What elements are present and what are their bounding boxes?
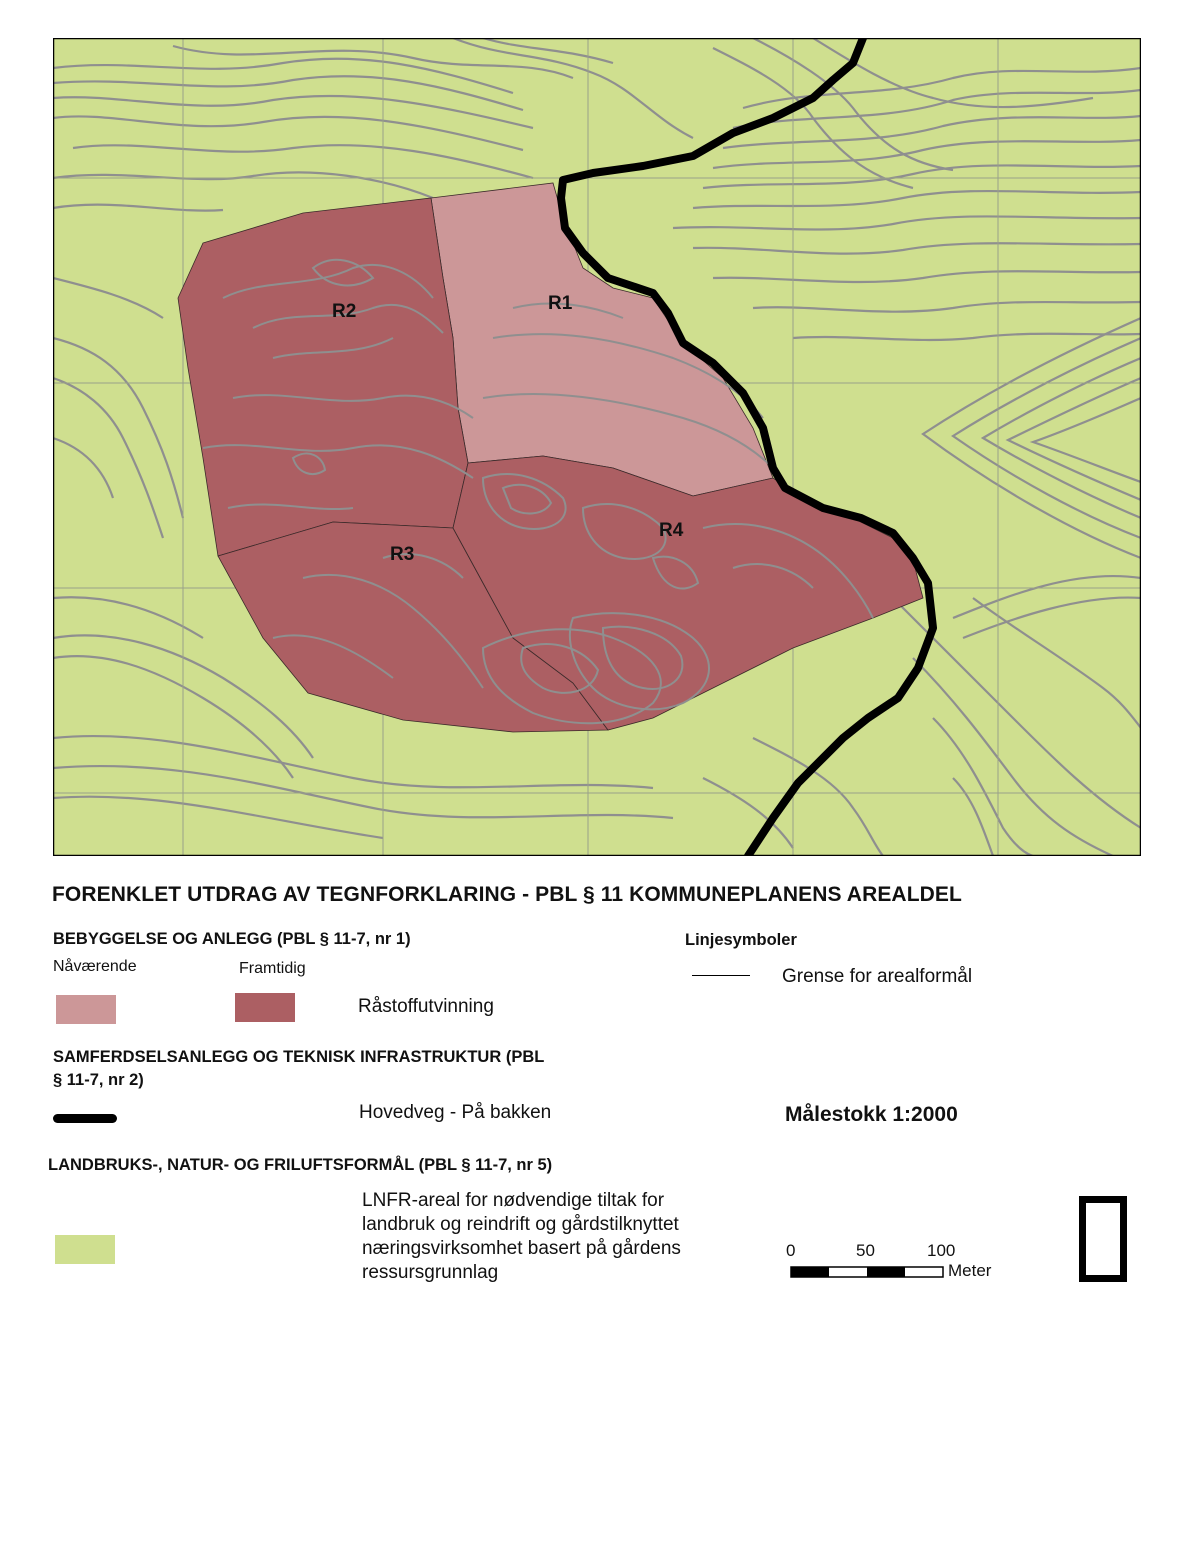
scale-tick-50: 50: [856, 1241, 875, 1260]
naavaerende-label: Nåværende: [53, 958, 137, 975]
road-label: Hovedveg - På bakken: [359, 1102, 552, 1123]
legend-title: FORENKLET UTDRAG AV TEGNFORKLARING - PBL § 11 KOMMUNEPLANENS AREALDEL: [52, 883, 962, 906]
landbruk-title: LANDBRUKS-, NATUR- OG FRILUFTSFORMÅL (PBL § 11-7, nr 5): [48, 1156, 553, 1174]
zone-label-r1: R1: [548, 293, 573, 314]
boundary-line-symbol: [692, 975, 750, 976]
lnfr-description: [362, 1189, 681, 1285]
north-arrow-frame: [1079, 1196, 1127, 1282]
lnfr-line-2: landbruk og reindrift og gårdstilknyttet: [362, 1214, 679, 1235]
scale-tick-100: 100: [927, 1241, 956, 1260]
lnfr-line-1: LNFR-areal for nødvendige tiltak for: [362, 1190, 665, 1211]
lnfr-line-4: ressursgrunnlag: [362, 1262, 499, 1283]
boundary-line-label: Grense for arealformål: [782, 966, 973, 987]
zone-label-r2: R2: [332, 301, 357, 322]
scale-bar: [790, 1265, 945, 1279]
samferdsel-title-line1: SAMFERDSELSANLEGG OG TEKNISK INFRASTRUKTUR (PBL: [53, 1048, 545, 1066]
linjesymboler-title: Linjesymboler: [685, 931, 797, 949]
zone-label-r4: R4: [659, 520, 684, 541]
zone-r2[interactable]: [178, 198, 468, 556]
scale-tick-0: 0: [786, 1241, 796, 1260]
map-frame[interactable]: [53, 38, 1141, 856]
zone-label-r3: R3: [390, 544, 415, 565]
framtidig-label: Framtidig: [239, 960, 306, 977]
naavaerende-swatch: [56, 995, 116, 1024]
samferdsel-title-line2: § 11-7, nr 2): [53, 1071, 144, 1089]
bebyggelse-title: BEBYGGELSE OG ANLEGG (PBL § 11-7, nr 1): [53, 930, 411, 948]
lnfr-swatch: [55, 1235, 115, 1264]
framtidig-swatch: [235, 993, 295, 1022]
lnfr-line-3: næringsvirksomhet basert på gårdens: [362, 1238, 681, 1259]
scale-text: Målestokk 1:2000: [785, 1103, 958, 1126]
raastoffutvinning-label: Råstoffutvinning: [358, 996, 494, 1017]
road-symbol: [53, 1114, 117, 1123]
scale-unit: Meter: [948, 1261, 992, 1280]
